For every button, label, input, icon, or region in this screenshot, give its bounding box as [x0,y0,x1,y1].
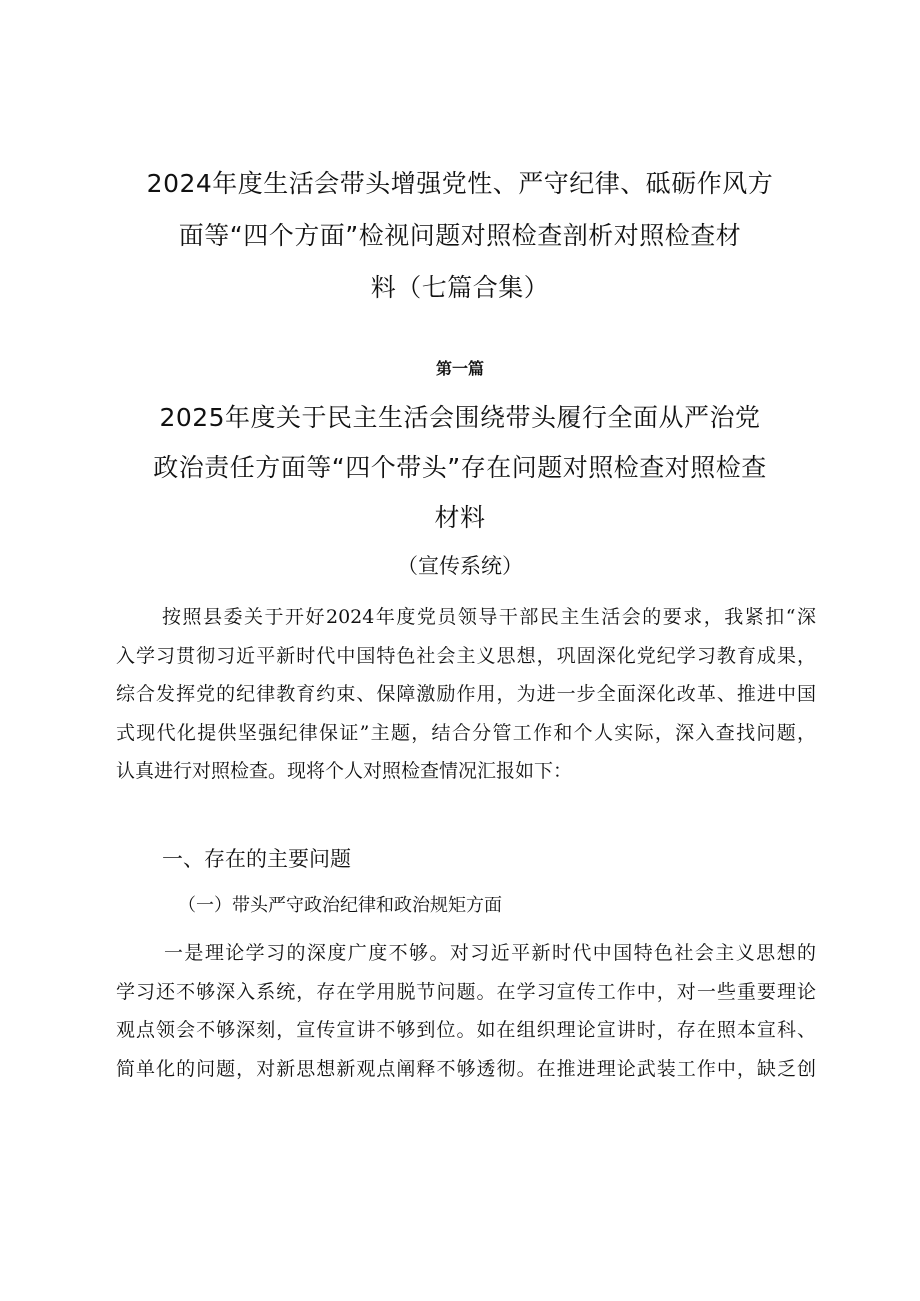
paragraph-line: 综合发挥党的纪律教育约束、保障激励作用，为进一步全面深化改革、推进中国 [116,683,816,706]
main-title-line: 面等“四个方面”检视问题对照检查剖析对照检查材 [178,221,742,250]
paragraph-line: 按照县委关于开好2024年度党员领导干部民主生活会的要求，我紧扣“深 [162,606,816,628]
paragraph-line: 一是理论学习的深度广度不够。对习近平新时代中国特色社会主义思想的 [164,942,816,964]
department-label: （宣传系统） [397,554,523,578]
intro-paragraph [116,598,816,791]
sub-title [0,393,920,543]
paragraph-line: 观点领会不够深刻，宣传宣讲不够到位。如在组织理论宣讲时，存在照本宣科、 [116,1019,816,1042]
main-title [0,158,920,314]
paragraph-line: 式现代化提供坚强纪律保证”主题，结合分管工作和个人实际，深入查找问题， [116,721,816,744]
main-title-line: 2024年度生活会带头增强党性、严守纪律、砥砺作风方 [146,169,774,198]
sub-title-line: 材料 [434,503,486,532]
section-heading: 一、存在的主要问题 [162,847,351,871]
paragraph-line: 入学习贯彻习近平新时代中国特色社会主义思想，巩固深化党纪学习教育成果， [116,644,816,667]
sub-title-line: 政治责任方面等“四个带头”存在问题对照检查对照检查 [153,453,767,482]
body-paragraph [116,934,816,1088]
sub-title-line: 2025年度关于民主生活会围绕带头履行全面从严治党 [159,403,761,432]
chapter-label: 第一篇 [435,359,484,378]
main-title-line: 料（七篇合集） [370,273,550,302]
paragraph-line: 简单化的问题，对新思想新观点阐释不够透彻。在推进理论武装工作中，缺乏创 [116,1057,816,1080]
paragraph-line: 学习还不够深入系统，存在学用脱节问题。在学习宣传工作中，对一些重要理论 [116,980,816,1003]
subsection-heading: （一）带头严守政治纪律和政治规矩方面 [178,895,502,916]
paragraph-line: 认真进行对照检查。现将个人对照检查情况汇报如下： [116,760,573,783]
